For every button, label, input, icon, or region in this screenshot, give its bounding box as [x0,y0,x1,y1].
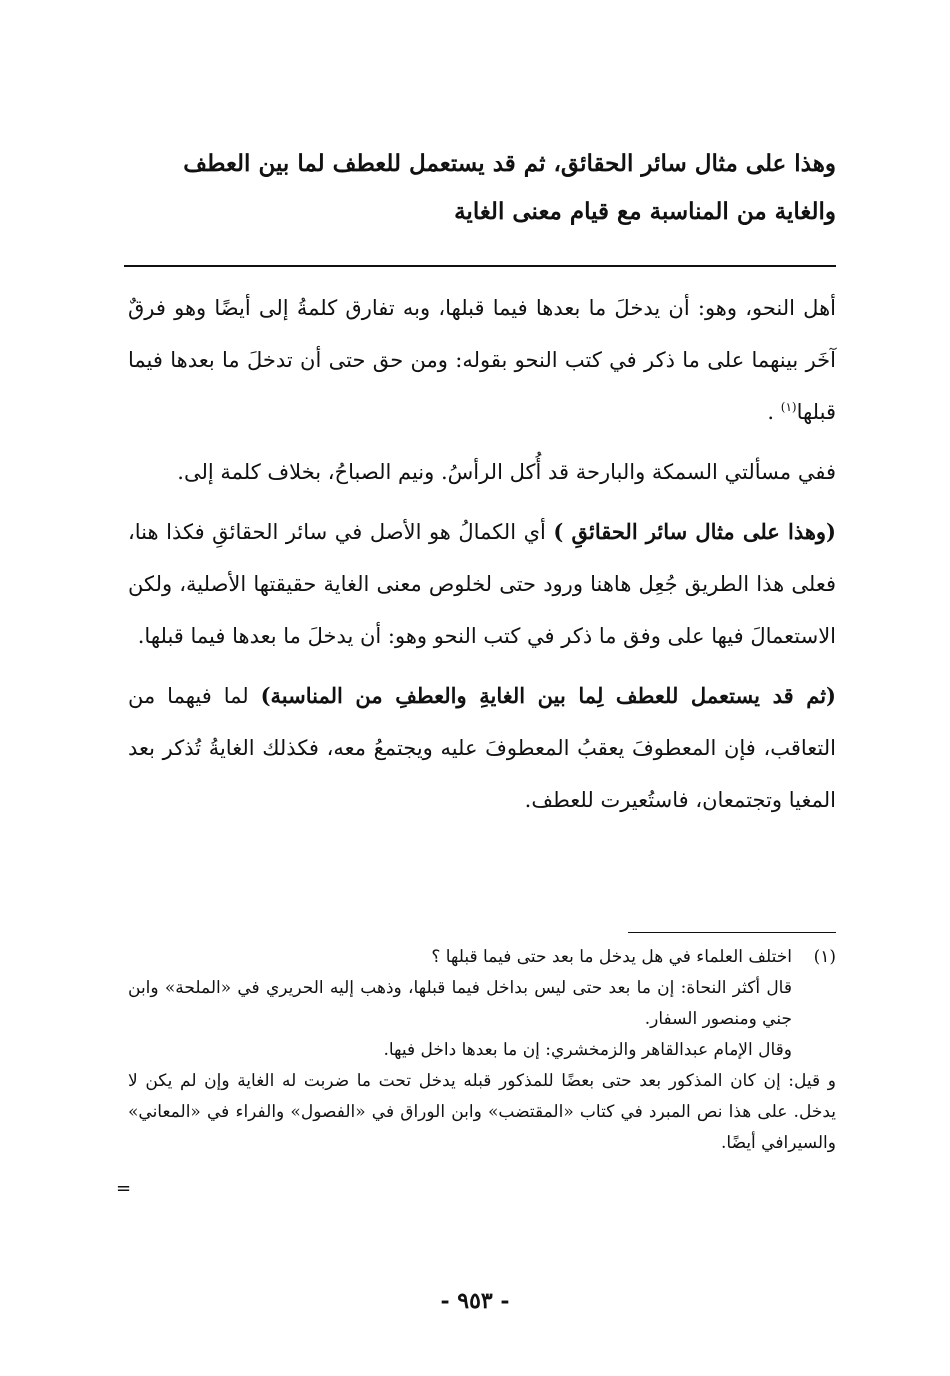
matn-text [128,140,836,236]
footnote-continuation-mark: = [116,1178,132,1199]
matn-line-2: والغاية من المناسبة مع قيام معنى الغاية [454,198,836,225]
footnote-1-paragraph-3: و قيل: إن كان المذكور بعد حتى بعضًا للمذكور قبله يدخل تحت ما ضربت له الغاية وإن لم يكن لا يدخل. على هذا نص المبرد في كتاب «المقتضب» وابن الوراق في «الفصول» والفراء في «المعاني» والسيرافي أيضًا. [128,1071,837,1153]
sharh-paragraph-1-text: أهل النحو، وهو: أن يدخلَ ما بعدها فيما قبلها، وبه تفارق كلمةُ إلى أيضًا وهو فرقٌ آخَر بينهما على ما ذكر في كتب النحو بقوله: ومن حق حتى أن تدخلَ ما بعدها فيما قبلها [128,296,836,424]
matn-line-1: وهذا على مثال سائر الحقائق، ثم قد يستعمل للعطف لما بين العطف [183,150,836,177]
footnotes [128,942,836,1159]
footnote-1-paragraph-1: قال أكثر النحاة: إن ما بعد حتى ليس بداخل فيما قبلها، وذهب إليه الحريري في «الملحة» وابن جني ومنصور السفار. [128,978,792,1029]
sharh-text [128,282,836,834]
footnote-number: (١) [813,947,836,967]
sharh-paragraph-3 [128,506,836,662]
sharh-paragraph-4-text: لما فيهما من التعاقب، فإن المعطوفَ يعقبُ المعطوفَ عليه ويجتمعُ معه، فكذلك الغايةُ تُذكر بعد المغيا وتجتمعان، فاستُعيرت للعطف. [128,684,836,812]
quoted-matn-1: (وهذا على مثال سائر الحقائقِ ) [553,519,836,544]
sharh-paragraph-1-end: . [767,400,781,424]
footnote-separator-rule [628,932,836,933]
sharh-paragraph-1 [128,282,836,438]
quoted-matn-2: (ثم قد يستعمل للعطف لِما بين الغايةِ والعطفِ من المناسبة) [260,683,836,708]
matn-separator-rule [124,265,836,267]
footnote-1-paragraph-2: وقال الإمام عبدالقاهر والزمخشري: إن ما بعدها داخل فيها. [383,1040,792,1060]
footnote-1-first-line [128,942,836,973]
sharh-paragraph-4 [128,670,836,826]
sharh-paragraph-2: ففي مسألتي السمكة والبارحة قد أُكل الرأسُ. ونيم الصباحُ، بخلاف كلمة إلى. [177,460,836,484]
footnote-1-line-1: اختلف العلماء في هل يدخل ما بعد حتى فيما قبلها ؟ [431,947,792,967]
footnote-reference-1: (١) [780,400,797,414]
page-number: - ٩٥٣ - [440,1288,510,1314]
sharh-paragraph-3-text: أي الكمالُ هو الأصل في سائر الحقائقِ فكذا هنا، فعلى هذا الطريق جُعِل هاهنا ورود حتى لخلوص معنى الغاية حقيقتها الأصلية، ولكن الاستعمالَ فيها على وفق ما ذكر في كتب النحو وهو: أن يدخلَ ما بعدها فيما قبلها. [128,520,836,648]
